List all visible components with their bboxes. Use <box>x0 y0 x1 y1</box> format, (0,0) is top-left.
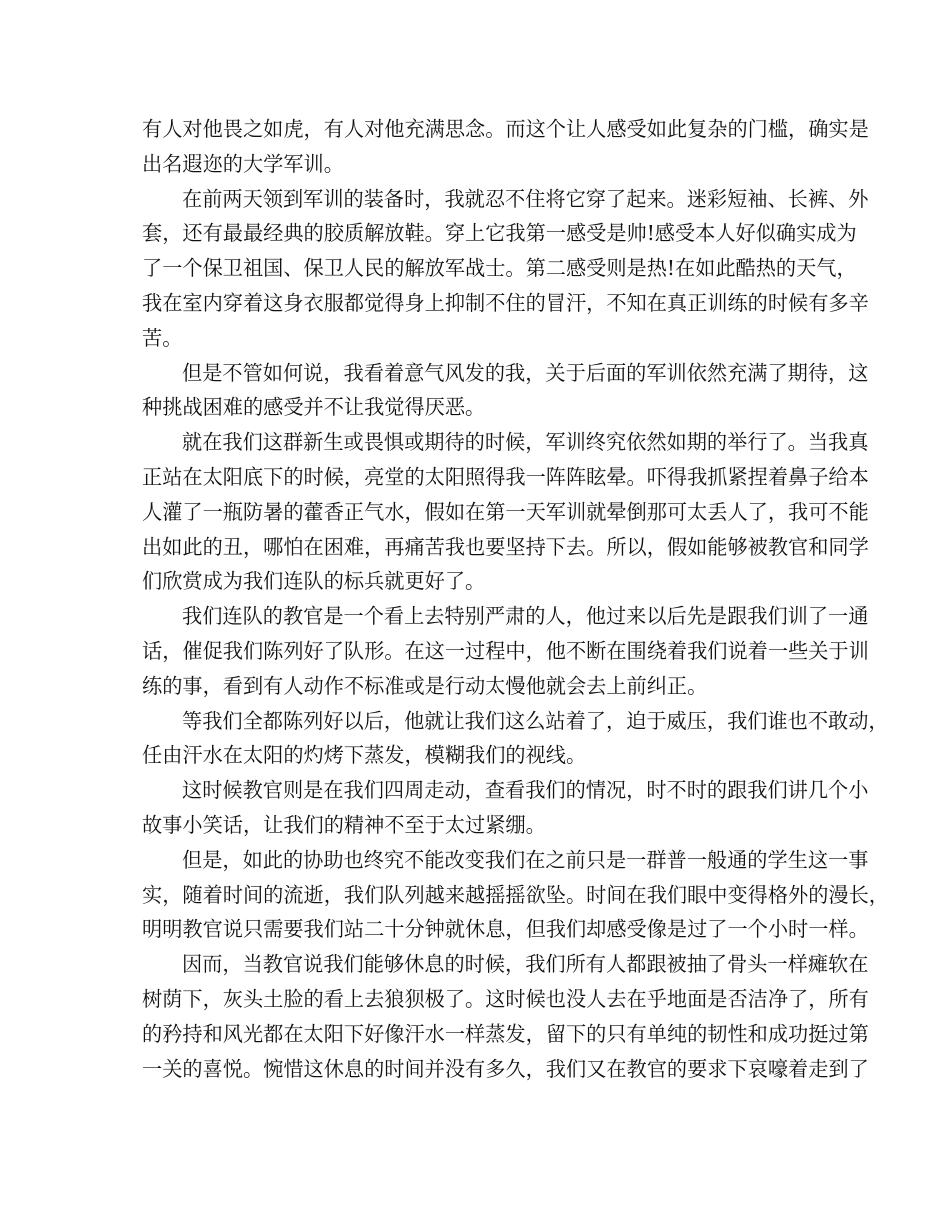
text-line: 练的事，看到有人动作不标准或是行动太慢他就会去上前纠正。 <box>142 673 708 698</box>
text-line: 明明教官说只需要我们站二十分钟就休息，但我们却感受像是过了一个小时一样。 <box>142 917 869 942</box>
paragraph <box>142 182 869 356</box>
text-line: 们欣赏成为我们连队的标兵就更好了。 <box>142 569 486 594</box>
text-line: 人灌了一瓶防暑的藿香正气水，假如在第一天军训就晕倒那可太丢人了，我可不能 <box>142 499 869 524</box>
paragraph <box>142 112 869 182</box>
text-line: 但是，如此的协助也终究不能改变我们在之前只是一群普一般通的学生这一事 <box>182 847 869 872</box>
paragraph <box>142 843 889 947</box>
text-line: 套，还有最最经典的胶质解放鞋。穿上它我第一感受是帅!感受本人好似确实成为 <box>142 221 857 246</box>
paragraph <box>142 356 869 426</box>
text-line: 这时候教官则是在我们四周走动，查看我们的情况，时不时的跟我们讲几个小 <box>182 778 869 803</box>
text-line: 一关的喜悦。惋惜这休息的时间并没有多久，我们又在教官的要求下哀嚎着走到了 <box>142 1056 869 1081</box>
text-line: 故事小笑话，让我们的精神不至于太过紧绷。 <box>142 812 546 837</box>
text-line: 但是不管如何说，我看着意气风发的我，关于后面的军训依然充满了期待，这 <box>182 360 869 385</box>
paragraph <box>142 704 889 774</box>
text-line: 实，随着时间的流逝，我们队列越来越摇摇欲坠。时间在我们眼中变得格外的漫长， <box>142 882 889 907</box>
paragraph <box>142 947 869 1086</box>
text-line: 在前两天领到军训的装备时，我就忍不住将它穿了起来。迷彩短袖、长裤、外 <box>182 186 869 211</box>
text-line: 等我们全都陈列好以后，他就让我们这么站着了，迫于威压，我们谁也不敢动， <box>182 708 889 733</box>
text-line: 我在室内穿着这身衣服都觉得身上抑制不住的冒汗，不知在真正训练的时候有多辛 <box>142 290 869 315</box>
text-line: 就在我们这群新生或畏惧或期待的时候，军训终究依然如期的举行了。当我真 <box>182 430 869 455</box>
paragraph <box>142 425 869 599</box>
paragraph <box>142 599 869 703</box>
text-line: 苦。 <box>142 325 183 350</box>
text-line: 出名遐迩的大学军训。 <box>142 151 344 176</box>
text-line: 树荫下，灰头土脸的看上去狼狈极了。这时候也没人去在乎地面是否洁净了，所有 <box>142 986 869 1011</box>
paragraph <box>142 773 869 843</box>
text-line: 我们连队的教官是一个看上去特别严肃的人，他过来以后先是跟我们训了一通 <box>182 604 869 629</box>
text-line: 话，催促我们陈列好了队形。在这一过程中，他不断在围绕着我们说着一些关于训 <box>142 638 869 663</box>
text-line: 因而，当教官说我们能够休息的时候，我们所有人都跟被抽了骨头一样瘫软在 <box>182 952 869 977</box>
text-line: 的矜持和风光都在太阳下好像汗水一样蒸发，留下的只有单纯的韧性和成功挺过第 <box>142 1021 869 1046</box>
document-body <box>142 112 889 1086</box>
text-line: 了一个保卫祖国、保卫人民的解放军战士。第二感受则是热!在如此酷热的天气， <box>142 256 857 281</box>
text-line: 正站在太阳底下的时候，亮堂的太阳照得我一阵阵眩晕。吓得我抓紧捏着鼻子给本 <box>142 464 869 489</box>
text-line: 出如此的丑，哪怕在困难，再痛苦我也要坚持下去。所以，假如能够被教官和同学 <box>142 534 869 559</box>
text-line: 种挑战困难的感受并不让我觉得厌恶。 <box>142 395 486 420</box>
text-line: 有人对他畏之如虎，有人对他充满思念。而这个让人感受如此复杂的门槛，确实是 <box>142 117 869 141</box>
text-line: 任由汗水在太阳的灼烤下蒸发，模糊我们的视线。 <box>142 743 587 768</box>
